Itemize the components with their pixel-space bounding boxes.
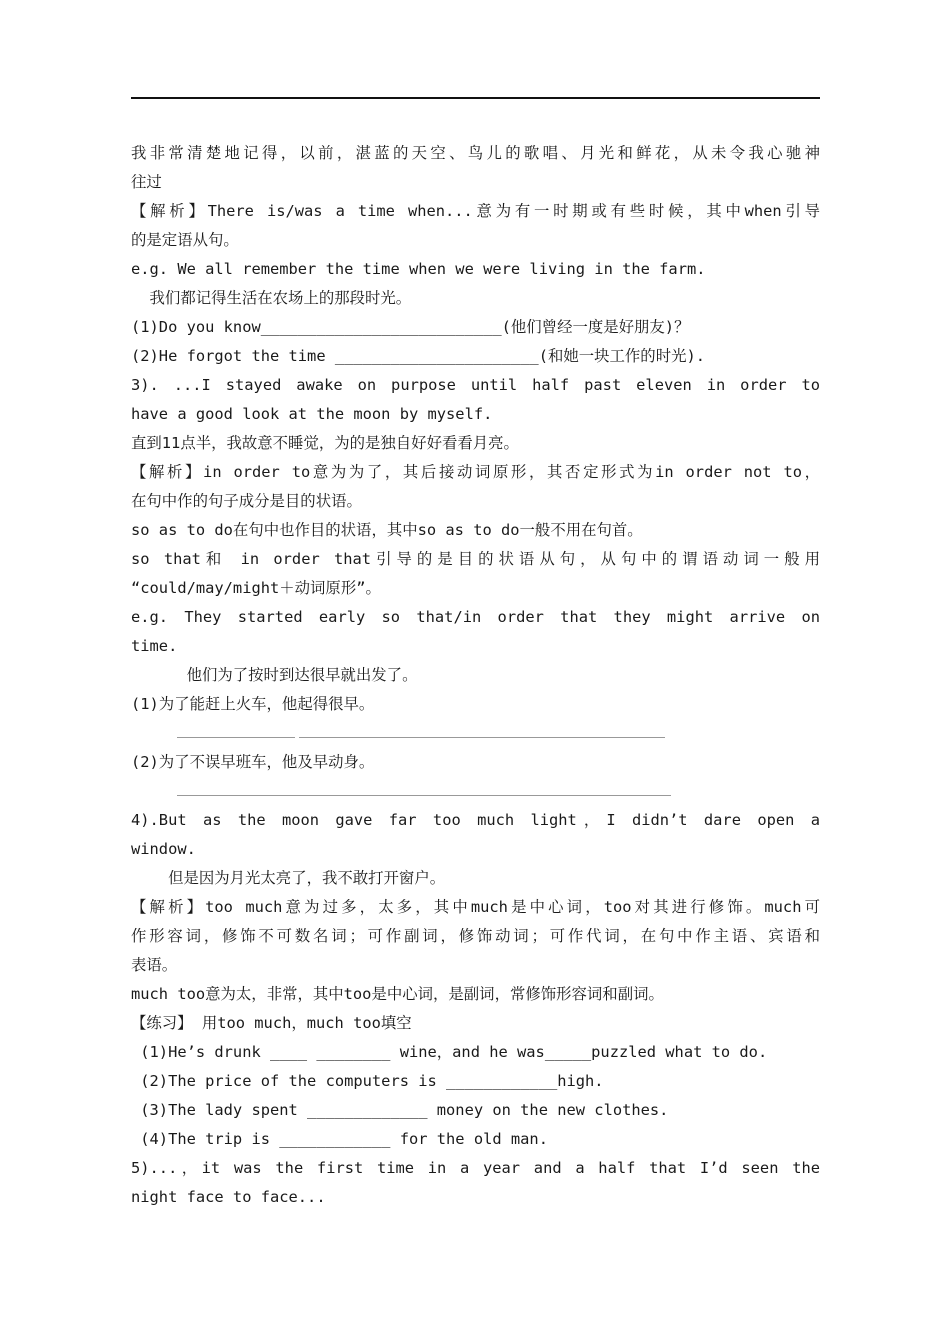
text-line: 作形容词，修饰不可数名词；可作副词，修饰动词；可作代词，在句中作主语、宾语和	[131, 927, 820, 945]
answer-underline	[299, 737, 665, 738]
exercise-line: (1)He’s drunk ____ ________ wine，and he was_____puzzled what to do.	[131, 1043, 768, 1061]
text-line: 直到11点半，我故意不睡觉，为的是独自好好看看月亮。	[131, 434, 519, 452]
exercise-line: (3)The lady spent _____________ money on the new clothes.	[131, 1101, 669, 1119]
analysis-line: 【解析】too much意为过多，太多，其中much是中心词，too对其进行修饰。much可	[131, 898, 820, 916]
text-line: time.	[131, 637, 178, 655]
document-body	[131, 139, 820, 1212]
practice-heading: 【练习】 用too much，much too填空	[131, 1014, 412, 1032]
text-line: 在句中作的句子成分是目的状语。	[131, 492, 362, 510]
section-heading: 5)...，it was the first time in a year and a half that I’d seen the	[131, 1159, 820, 1177]
exercise-line: (2)He forgot the time ______________________(和她一块工作的时光).	[131, 347, 706, 365]
answer-underline	[177, 795, 671, 796]
text-line: 我非常清楚地记得，以前，湛蓝的天空、鸟儿的歌唱、月光和鲜花，从未令我心驰神	[131, 144, 820, 162]
header-rule	[131, 97, 820, 99]
text-line: much too意为太，非常，其中too是中心词，是副词，常修饰形容词和副词。	[131, 985, 664, 1003]
text-line: “could/may/might＋动词原形”。	[131, 579, 381, 597]
exercise-line: (4)The trip is ____________ for the old man.	[131, 1130, 548, 1148]
text-line: have a good look at the moon by myself.	[131, 405, 493, 423]
section-heading: 4).But as the moon gave far too much light，I didn’t dare open a	[131, 811, 820, 829]
text-line: so that和 in order that引导的是目的状语从句，从句中的谓语动词一般用	[131, 550, 820, 568]
exercise-line: (2)为了不误早班车，他及早动身。	[131, 753, 375, 771]
answer-blank	[131, 777, 820, 806]
exercise-line: (1)为了能赶上火车，他起得很早。	[131, 695, 375, 713]
exercise-line: (1)Do you know__________________________(他们曾经一度是好朋友)？	[131, 318, 690, 336]
answer-underline	[177, 737, 295, 738]
text-line: window.	[131, 840, 196, 858]
example-line: e.g. They started early so that/in order that they might arrive on	[131, 608, 820, 626]
analysis-line: 【解析】in order to意为为了，其后接动词原形，其否定形式为in order not to，	[131, 463, 820, 481]
analysis-line: 【解析】There is/was a time when...意为有一时期或有些时候，其中when引导	[131, 202, 820, 220]
example-line: e.g. We all remember the time when we were living in the farm.	[131, 260, 706, 278]
text-line: 的是定语从句。	[131, 231, 239, 249]
answer-blank	[131, 719, 820, 748]
exercise-line: (2)The price of the computers is ____________high.	[131, 1072, 604, 1090]
text-line: 但是因为月光太亮了，我不敢打开窗户。	[131, 869, 446, 887]
text-line: night face to face...	[131, 1188, 326, 1206]
text-line: 表语。	[131, 956, 178, 974]
section-heading: 3). ...I stayed awake on purpose until half past eleven in order to	[131, 376, 820, 394]
text-line: so as to do在句中也作目的状语，其中so as to do一般不用在句首。	[131, 521, 643, 539]
text-line: 他们为了按时到达很早就出发了。	[131, 666, 418, 684]
text-line: 往过	[131, 173, 162, 191]
text-line: 我们都记得生活在农场上的那段时光。	[131, 289, 412, 307]
